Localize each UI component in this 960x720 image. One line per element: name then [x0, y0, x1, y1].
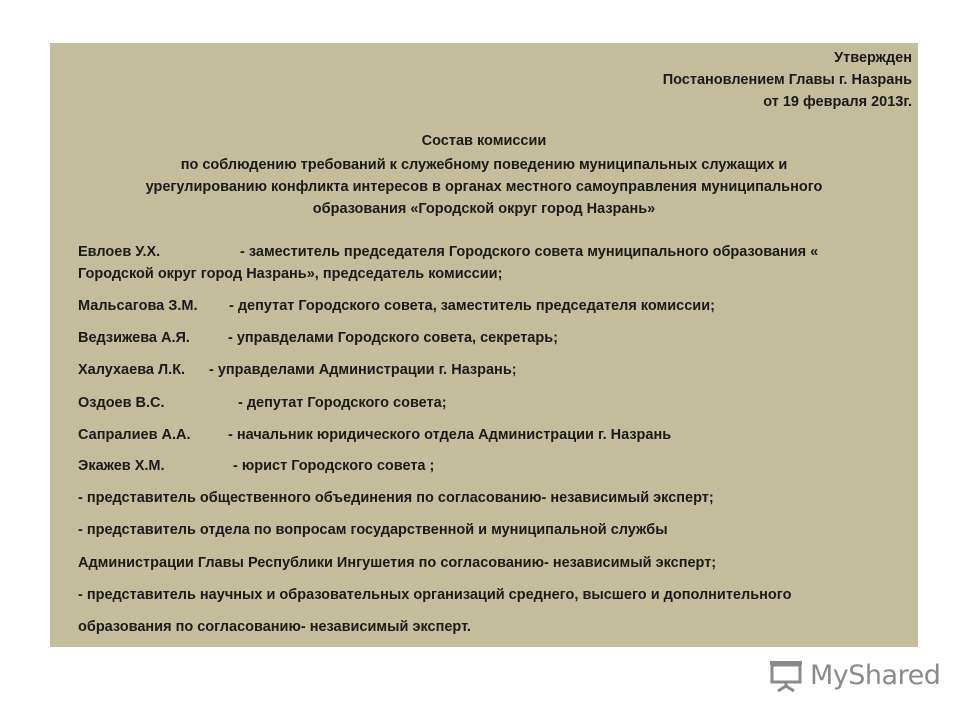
presentation-screen-icon [768, 658, 804, 692]
member-role-continued: Городской округ город Назрань», председатель комиссии; [78, 266, 503, 282]
watermark-text: MyShared [810, 659, 941, 691]
member-name: Халухаева Л.К. [78, 362, 186, 378]
representative-line: Администрации Главы Республики Ингушетия по согласованию- независимый эксперт; [78, 555, 717, 571]
slide [50, 43, 918, 647]
member-row [78, 423, 906, 447]
member-role: - юрист Городского совета ; [233, 458, 435, 474]
member-role: - управделами Администрации г. Назрань; [209, 362, 517, 378]
commission-list [78, 241, 906, 639]
member-name: Оздоев В.С. [78, 395, 165, 411]
member-name: Мальсагова З.М. [78, 298, 198, 314]
representative-line: - представитель отдела по вопросам государственной и муниципальной службы [78, 522, 668, 538]
member-row [78, 454, 906, 478]
member-row [78, 391, 906, 415]
approval-line: Утвержден [834, 50, 912, 66]
member-row [78, 241, 906, 287]
member-name: Евлоев У.Х. [78, 244, 161, 260]
member-role: - начальник юридического отдела Администрации г. Назрань [228, 427, 672, 443]
member-role: - депутат Городского совета; [238, 395, 447, 411]
heading-line: по соблюдению требований к служебному поведению муниципальных служащих и [180, 157, 788, 173]
member-role: - управделами Городского совета, секретарь; [228, 330, 558, 346]
approval-date: от 19 февраля 2013г. [763, 94, 912, 110]
member-name: Ведзижева А.Я. [78, 330, 190, 346]
member-row [78, 326, 906, 350]
member-name: Экажев Х.М. [78, 458, 165, 474]
heading-title: Состав комиссии [421, 133, 547, 149]
representative-line: - представитель общественного объединения по согласованию- независимый эксперт; [78, 490, 714, 506]
document-heading [50, 130, 918, 220]
member-role: - заместитель председателя Городского совета муниципального образования « [240, 244, 819, 260]
heading-line: урегулированию конфликта интересов в органах местного самоуправления муниципального [145, 179, 823, 195]
member-name: Сапралиев А.А. [78, 427, 191, 443]
approval-block [663, 47, 912, 113]
myshared-watermark [768, 657, 940, 693]
heading-line: образования «Городской округ город Назрань» [312, 201, 656, 217]
approval-line: Постановлением Главы г. Назрань [662, 72, 912, 88]
member-row [78, 294, 906, 318]
member-row [78, 358, 906, 382]
representative-line: - представитель научных и образовательных организаций среднего, высшего и дополнительного [78, 587, 792, 603]
representative-line: образования по согласованию- независимый эксперт. [78, 619, 471, 635]
member-role: - депутат Городского совета, заместитель председателя комиссии; [229, 298, 715, 314]
